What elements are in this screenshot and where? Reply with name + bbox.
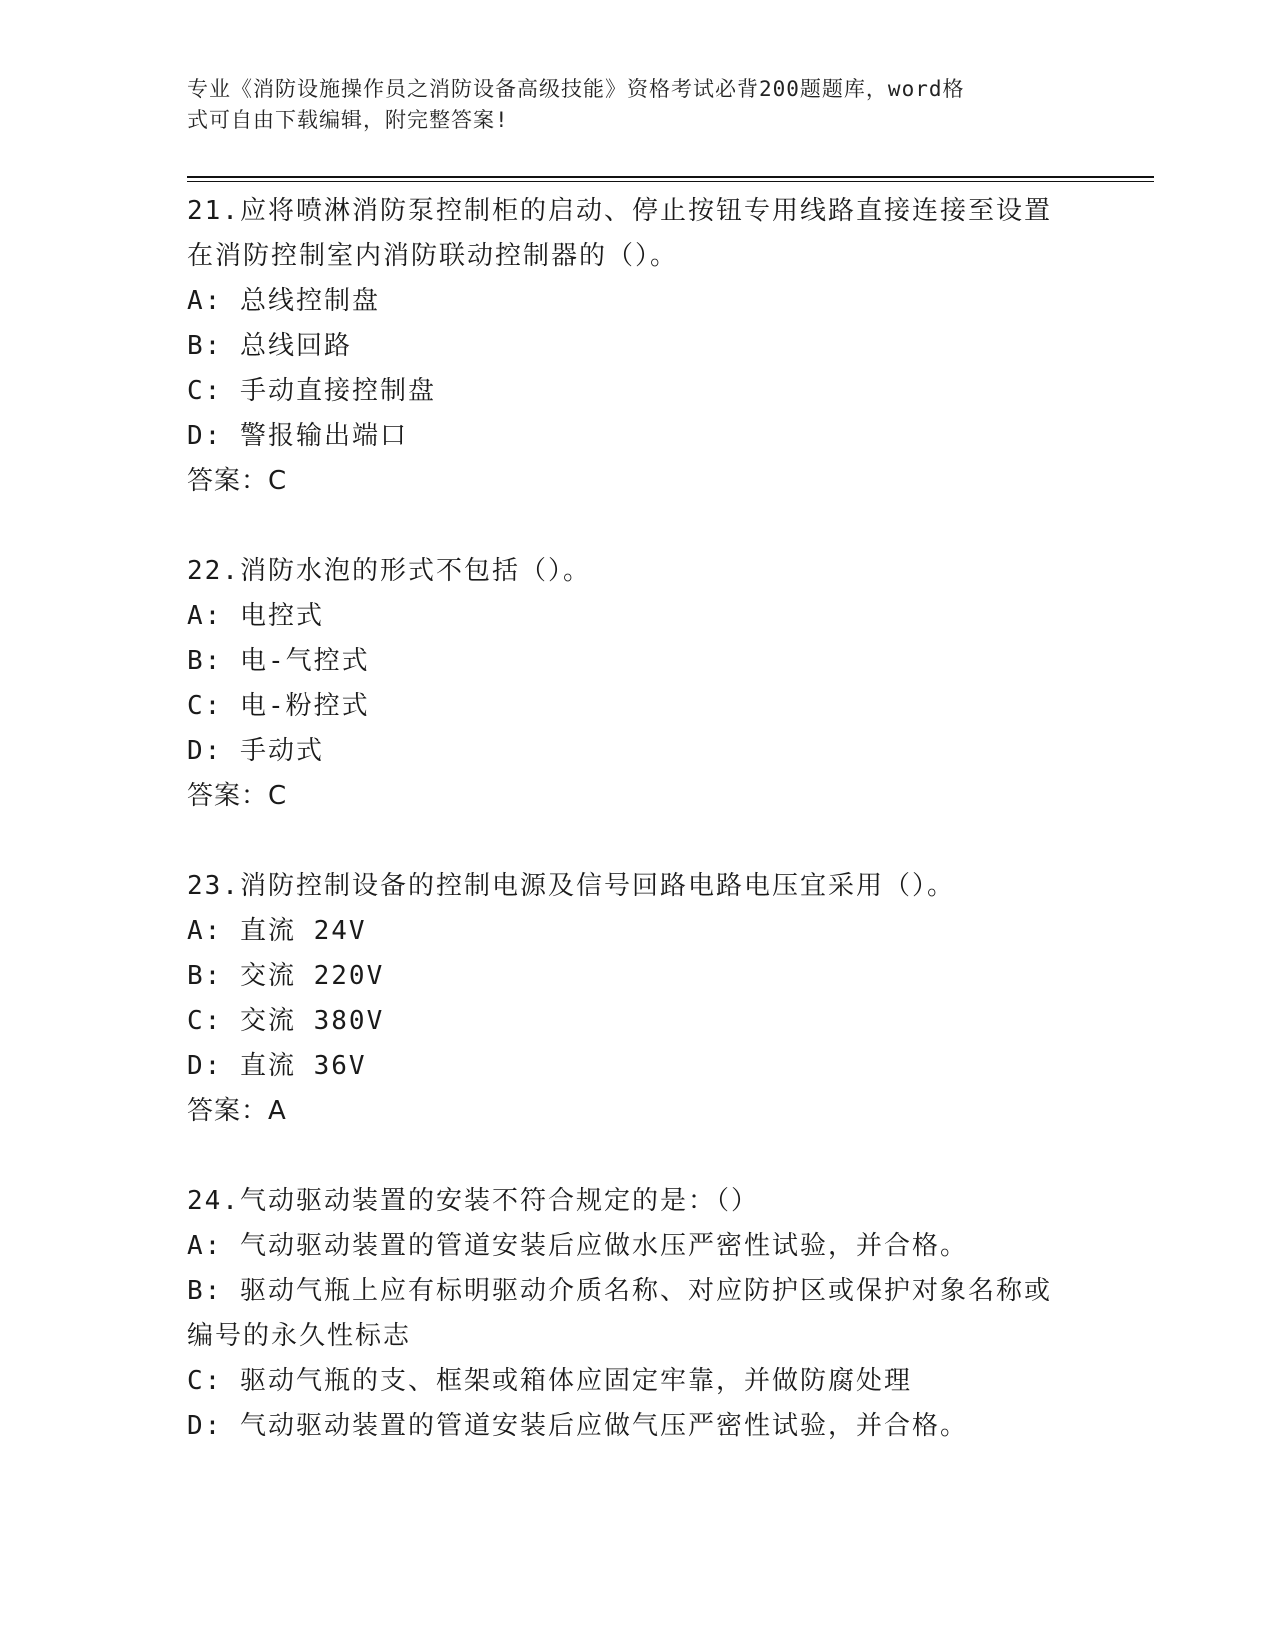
question-stem: 22.消防水泡的形式不包括（）。	[187, 556, 591, 586]
question-stem: 24.气动驱动装置的安装不符合规定的是：（）	[187, 1186, 759, 1216]
option-c: C: 电-粉控式	[187, 691, 370, 721]
option-c: C: 交流 380V	[187, 1006, 385, 1036]
question-22	[187, 549, 1087, 819]
option-b: B: 总线回路	[187, 331, 352, 361]
header-line-1: 专业《消防设施操作员之消防设备高级技能》资格考试必背200题题库，word格	[187, 77, 965, 101]
document-header	[187, 74, 1067, 136]
header-divider-thin	[187, 181, 1154, 182]
option-b-continuation: 编号的永久性标志	[187, 1321, 412, 1351]
option-a: A: 电控式	[187, 601, 324, 631]
question-23	[187, 864, 1087, 1134]
option-c: C: 手动直接控制盘	[187, 376, 436, 406]
question-stem: 23.消防控制设备的控制电源及信号回路电路电压宜采用（）。	[187, 871, 955, 901]
answer-line: 答案：C	[187, 466, 288, 496]
header-line-2: 式可自由下载编辑，附完整答案!	[187, 108, 509, 132]
question-stem	[187, 189, 1087, 279]
option-d: D: 直流 36V	[187, 1051, 367, 1081]
option-b: B: 电-气控式	[187, 646, 370, 676]
header-divider-thick	[187, 176, 1154, 178]
option-d: D: 气动驱动装置的管道安装后应做气压严密性试验，并合格。	[187, 1411, 968, 1441]
question-stem-line: 21.应将喷淋消防泵控制柜的启动、停止按钮专用线路直接连接至设置	[187, 196, 1052, 226]
question-24	[187, 1179, 1087, 1449]
answer-line: 答案：C	[187, 781, 288, 811]
option-a: A: 总线控制盘	[187, 286, 380, 316]
question-stem-line: 在消防控制室内消防联动控制器的（）。	[187, 241, 679, 271]
option-a: A: 直流 24V	[187, 916, 367, 946]
option-c: C: 驱动气瓶的支、框架或箱体应固定牢靠，并做防腐处理	[187, 1366, 912, 1396]
option-b: B: 交流 220V	[187, 961, 385, 991]
option-d: D: 手动式	[187, 736, 324, 766]
answer-line: 答案：A	[187, 1096, 287, 1126]
question-21	[187, 189, 1087, 504]
option-a: A: 气动驱动装置的管道安装后应做水压严密性试验，并合格。	[187, 1231, 968, 1261]
question-list	[187, 189, 1087, 1449]
option-d: D: 警报输出端口	[187, 421, 408, 451]
option-b: B: 驱动气瓶上应有标明驱动介质名称、对应防护区或保护对象名称或	[187, 1276, 1052, 1306]
